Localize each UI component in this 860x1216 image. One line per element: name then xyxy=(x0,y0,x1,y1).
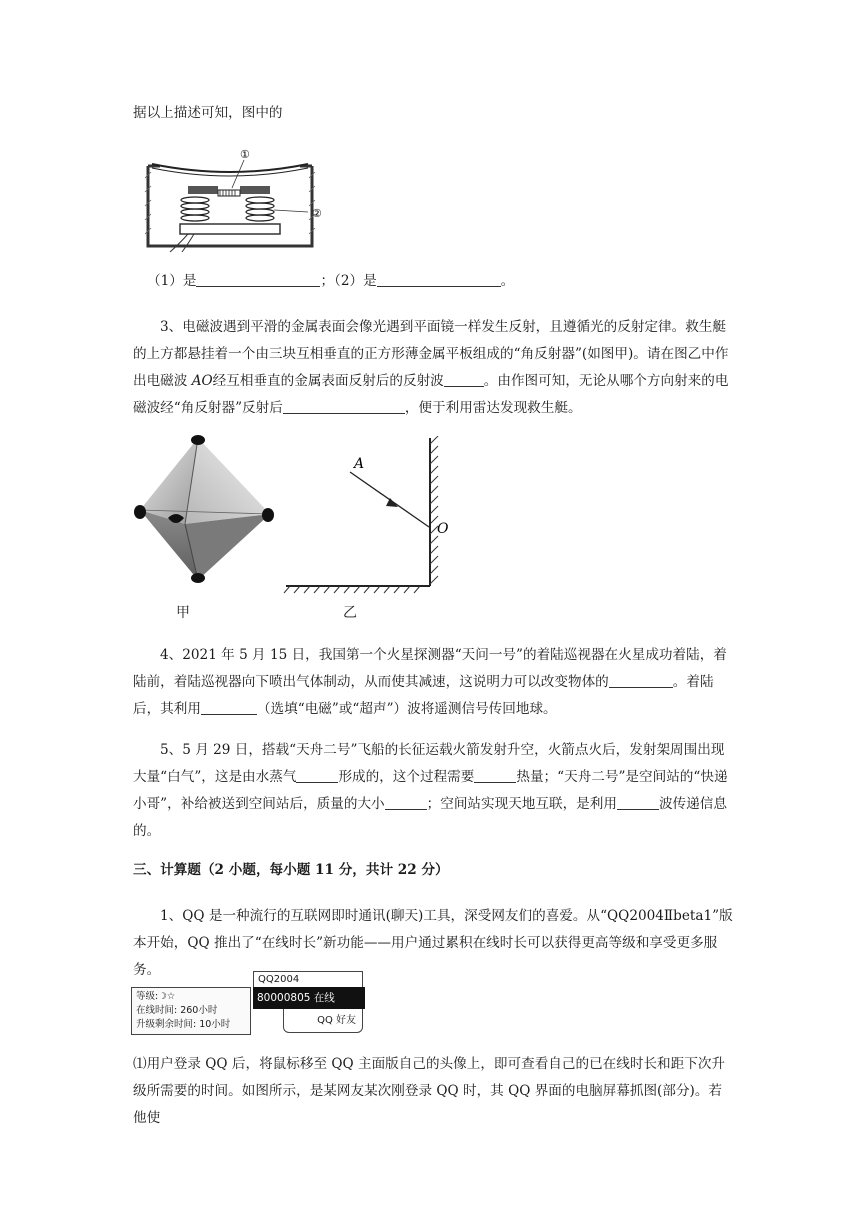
answer-blank-1[interactable] xyxy=(196,272,320,287)
perpendicular-mirrors-diagram xyxy=(280,436,460,594)
qq-number-status: 80000805 在线 xyxy=(253,987,365,1009)
calc-1-part-1: ⑴用户登录 QQ 后，将鼠标移至 QQ 主面版自己的头像上，即可查看自己的已在线时长和距下次升级所需要的时间。如图所示，是某网友某次刚登录 QQ 时，其 QQ 界面的电脑屏幕抓图(部分)。若他使 xyxy=(133,1056,726,1126)
earphone-diagram xyxy=(140,148,340,253)
q5-blank-4[interactable] xyxy=(617,795,659,810)
qq-panel-title: QQ2004 xyxy=(253,971,363,987)
moon-star-icon: ☽☆ xyxy=(158,991,176,1002)
fig-yi-caption: 乙 xyxy=(343,605,357,621)
q3-blank-1[interactable] xyxy=(444,372,484,387)
qq-level-row: 等级:☽☆ xyxy=(136,991,176,1002)
question-5: 5、5 月 29 日，搭载“天舟二号”飞船的长征运载火箭发射升空，火箭点火后，发射架周围出现大量“白气”，这是由水蒸气 形成的，这个过程需要 热量；“天舟二号”是空间站的“快递小哥”，补给被送到空间站后，质量的大小 ；空间站实现天地互联，是利用 波传递信息的。 xyxy=(133,742,728,839)
question-4: 4、2021 年 5 月 15 日，我国第一个火星探测器“天问一号”的着陆巡视器在火星成功着陆，着陆前，着陆巡视器向下喷出气体制动，从而使其减速，这说明力可以改变物体的 。着陆后，其利用 （选填“电磁”或“超声”）波将遥测信号传回地球。 xyxy=(133,647,727,717)
point-o-label: O xyxy=(437,521,449,537)
fig-jia-caption: 甲 xyxy=(176,605,190,621)
q3-blank-2[interactable] xyxy=(283,399,405,414)
q4-blank-1[interactable] xyxy=(609,673,673,688)
fig1-label-2: ② xyxy=(312,207,322,220)
section-3-title: 三、计算题（2 小题，每小题 11 分，共计 22 分） xyxy=(133,862,449,878)
qq-panel-left xyxy=(131,987,251,1035)
q4-blank-2[interactable] xyxy=(201,700,257,715)
fig1-answer-line: （1）是 ；（2）是 。 xyxy=(147,273,515,289)
corner-reflector-photo xyxy=(130,432,280,592)
qq-online-time: 在线时间: 260小时 xyxy=(136,1005,218,1016)
question-3: 3、电磁波遇到平滑的金属表面会像光遇到平面镜一样发生反射，且遵循光的反射定律。救生艇的上方都悬挂着一个由三块互相垂直的正方形薄金属平板组成的“角反射器”(如图甲)。请在图乙中作出电磁波 AO经互相垂直的金属表面反射后的反射波 。由作图可知，无论从哪个方向射来的电磁波经“角反射器”反射后 ，便于利用雷达发现救生艇。 xyxy=(133,319,729,416)
qq-friend-tab[interactable]: QQ 好友 xyxy=(283,1009,363,1033)
q5-blank-3[interactable] xyxy=(385,795,427,810)
point-a-label: A xyxy=(354,456,365,472)
fig1-label-1: ① xyxy=(240,148,250,161)
qq-remaining-time: 升级剩余时间: 10小时 xyxy=(136,1019,231,1030)
intro-line: 据以上描述可知，图中的 xyxy=(133,105,283,121)
answer-blank-2[interactable] xyxy=(377,272,501,287)
q5-blank-2[interactable] xyxy=(474,768,516,783)
q5-blank-1[interactable] xyxy=(296,768,338,783)
qq-panel-screenshot xyxy=(131,971,365,1035)
calc-1-intro: 1、QQ 是一种流行的互联网即时通讯(聊天)工具，深受网友们的喜爱。从“QQ2004Ⅱbeta1”版本开始，QQ 推出了“在线时长”新功能——用户通过累积在线时长可以获得更高等级和享受更多服务。 xyxy=(133,908,733,978)
